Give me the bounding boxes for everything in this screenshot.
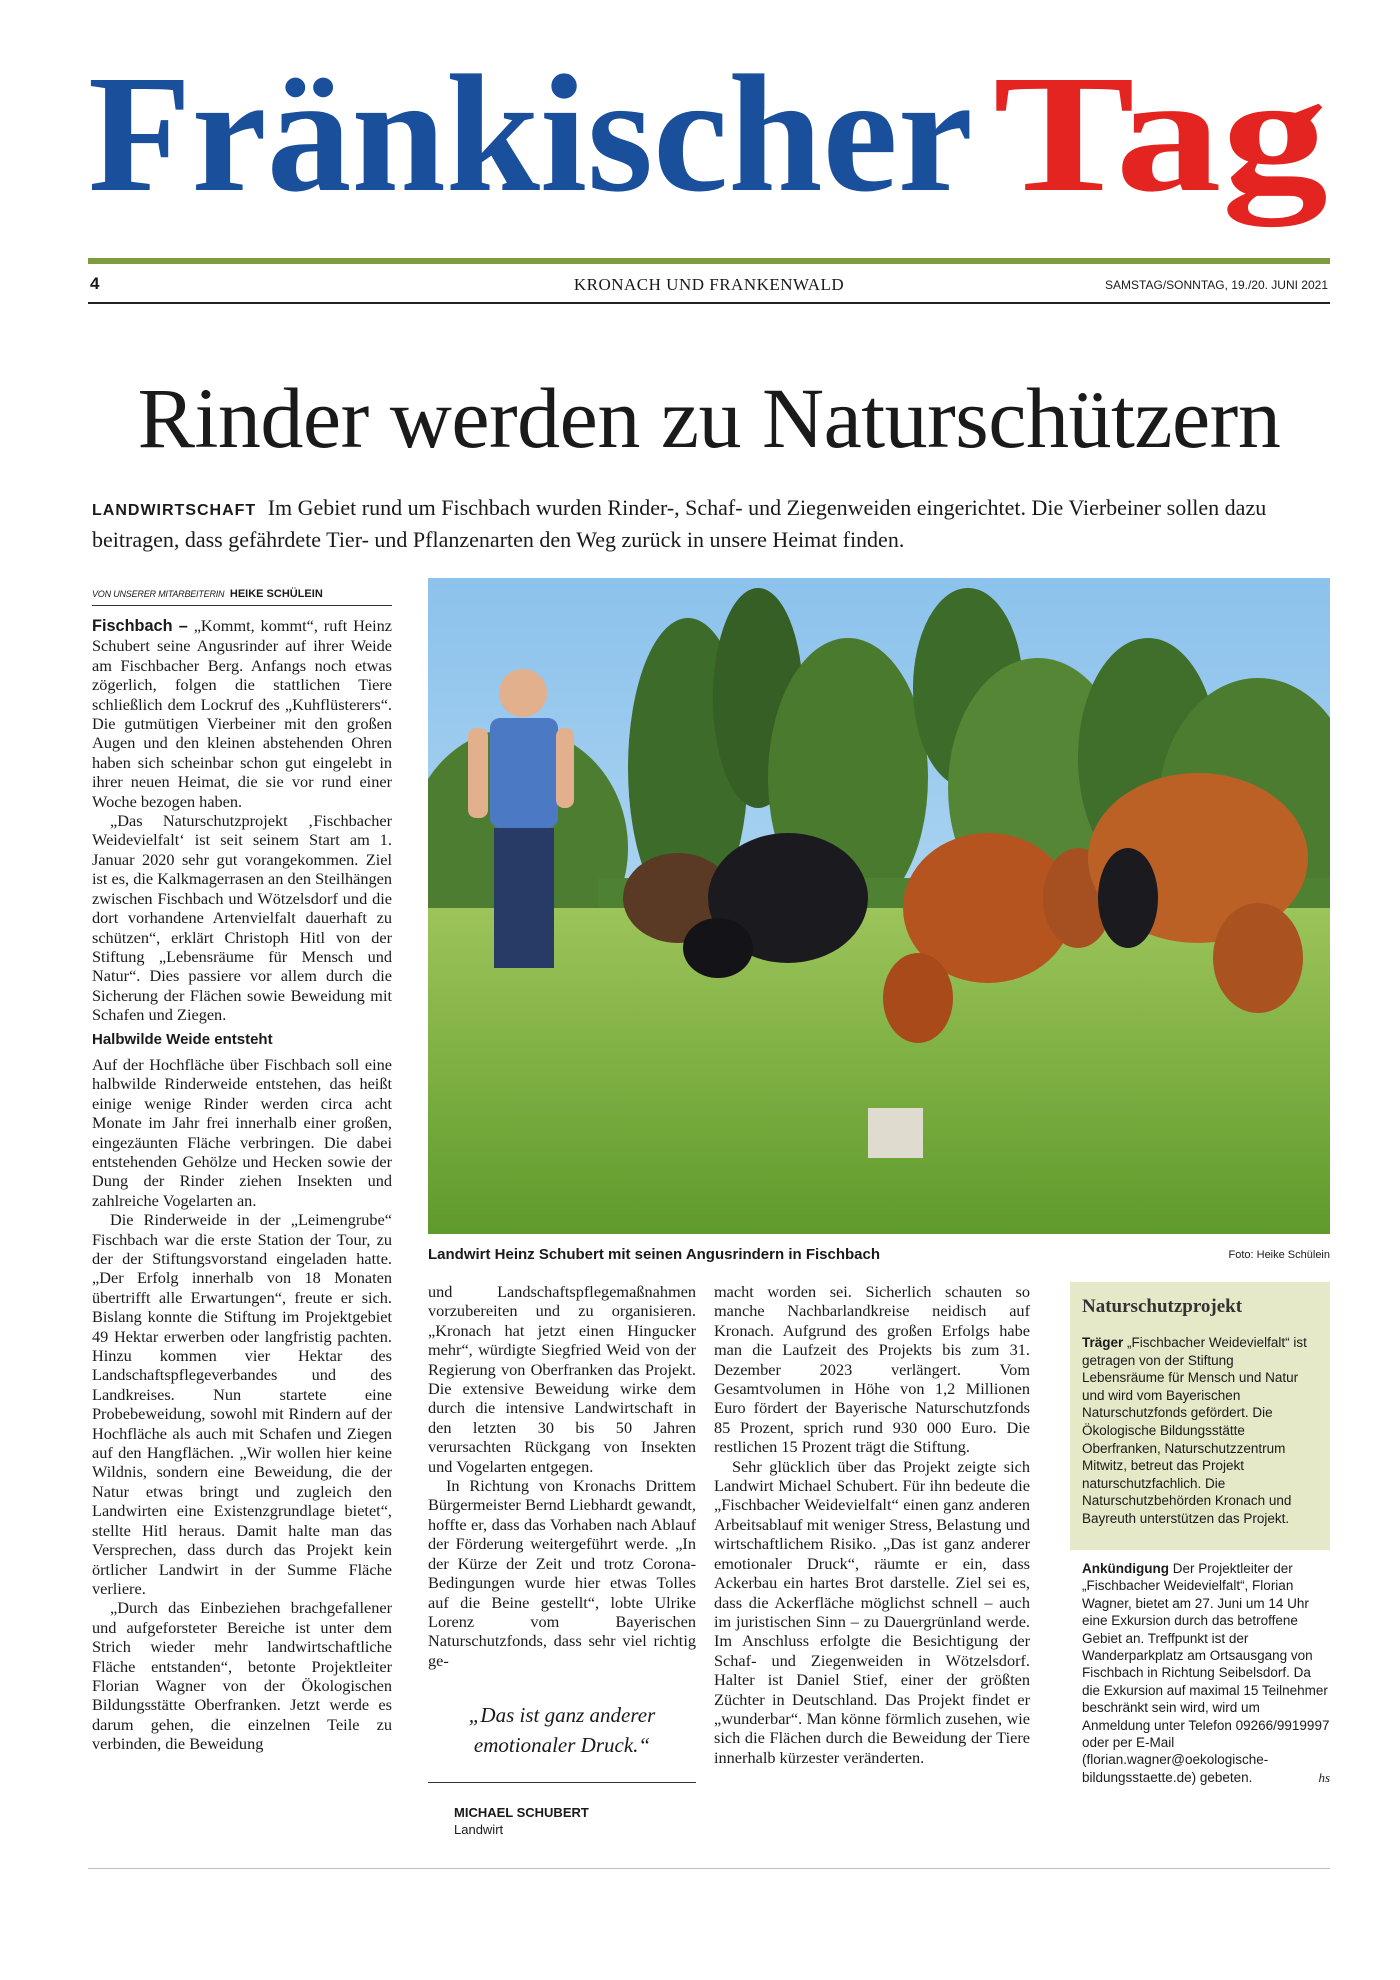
masthead-name-blue: Fränkischer <box>88 41 974 227</box>
byline-prefix: VON UNSERER MITARBEITERIN <box>92 589 225 599</box>
info-box-title: Naturschutzprojekt <box>1082 1296 1243 1317</box>
info-box-text: „Fischbacher Weidevielfalt“ ist getragen von der Stiftung Lebensräume für Mensch und Natur und wird vom Bayerischen Naturschutzfonds gefördert. Die Ökologische Bildungsstätte Oberfranken, Naturschutzzentrum Mitwitz, betreut das Projekt naturschutzfachlich. Die Naturschutzbehörden Kronach und Bayreuth unterstützen das Projekt. <box>1082 1335 1307 1526</box>
paragraph: In Richtung von Kronachs Drittem Bürgermeister Bernd Liebhardt gewandt, hoffte er, dass das Vorhaben nach Ablauf der Förderung weitergeführt werde. „In der Kürze der Zeit und trotz Corona-Bedingungen wurde hier etwas Tolles auf die Beine gestellt“, lobte Ulrike Lorenz vom Bayerischen Naturschutzfonds, dass sehr viel richtig ge- <box>428 1476 696 1670</box>
paragraph: „Das Naturschutzprojekt ‚Fischbacher Weidevielfalt‘ ist seit seinem Start am 1. Januar 2020 sehr gut vorangekommen. Ziel ist es, die Kalkmagerrasen an den Steilhängen zwischen Fischbach und Wötzelsdorf und die dort vorhandene Artenvielfalt dauerhaft zu schützen“, erklärt Christoph Hitl von der Stiftung „Lebensräume für Mensch und Natur“. Dies passiere vor allem durch die Sicherung der Flächen sowie Beweidung mit Schafen und Ziegen. <box>92 811 392 1025</box>
quote-role: Landwirt <box>454 1822 504 1837</box>
byline <box>92 588 392 606</box>
info-box-body <box>1082 1334 1318 1528</box>
quote-text: „Das ist ganz anderer emotionaler Druck.“ <box>468 1703 656 1757</box>
announcement-label: Ankündigung <box>1082 1561 1169 1576</box>
info-box-label: Träger <box>1082 1335 1124 1350</box>
byline-author: HEIKE SCHÜLEIN <box>229 588 323 600</box>
masthead-rule <box>88 258 1330 264</box>
photo-caption: Landwirt Heinz Schubert mit seinen Angusrindern in Fischbach <box>428 1246 880 1263</box>
folio-bar <box>88 270 1330 304</box>
lead-text: Im Gebiet rund um Fischbach wurden Rinder-, Schaf- und Ziegenweiden eingerichtet. Die Vierbeiner sollen dazu beitragen, dass gefährdete Tier- und Pflanzenarten den Weg zurück in unsere Heimat finden. <box>92 495 1267 552</box>
kicker: LANDWIRTSCHAFT <box>92 502 257 519</box>
masthead-name-red: Tag <box>993 41 1328 227</box>
article-headline: Rinder werden zu Naturschützern <box>137 370 1281 466</box>
paragraph: und Landschaftspflegemaßnahmen vorzubereiten und zu organisieren. „Kronach hat jetzt einen Hingucker mehr“, würdigte Siegfried Weid von der Regierung von Oberfranken das Projekt. Die extensive Beweidung wirke dem durch die intensive Landwirtschaft in den letzten 30 bis 50 Jahren verursachten Rückgang von Insekten und Vogelarten entgegen. <box>428 1282 696 1476</box>
article-column-3 <box>714 1282 1030 1767</box>
photo-credit: Foto: Heike Schülein <box>1228 1249 1330 1261</box>
paragraph: macht worden sei. Sicherlich schauten so manche Nachbarlandkreise neidisch auf Kronach. Aufgrund des großen Erfolgs habe man die Laufzeit des Projekts bis zum 31. Dezember 2023 verlängert. Vom Gesamtvolumen in Höhe von 1,2 Millionen Euro fördert der Bayerische Naturschutzfonds 85 Prozent, sprich rund 930 000 Euro. Die restlichen 15 Prozent trägt die Stiftung. <box>714 1282 1030 1457</box>
bottom-rule <box>88 1868 1330 1869</box>
article-photo <box>428 578 1330 1234</box>
announcement <box>1082 1560 1330 1786</box>
paragraph <box>92 616 392 811</box>
photo-salt-block <box>868 1108 923 1158</box>
article-column-1 <box>92 616 392 1754</box>
paragraph-text: „Kommt, kommt“, ruft Heinz Schubert seine Angusrinder auf ihrer Weide am Fischbacher Berg. Anfangs noch etwas zögerlich, folgen die stattlichen Tiere schließlich dem Lockruf des „Kuhflüsterers“. Die gutmütigen Vierbeiner mit den großen Augen und den kleinen abstehenden Ohren haben sich scheinbar schon gut eingelebt in ihrer neuen Heimat, die sie vor rund einer Woche bezogen haben. <box>92 616 392 811</box>
subheadline: Halbwilde Weide entsteht <box>92 1030 273 1048</box>
quote-rule <box>428 1782 696 1783</box>
announcement-text: Der Projektleiter der „Fischbacher Weidevielfalt“, Florian Wagner, bietet am 27. Juni um 14 Uhr eine Exkursion durch das betroffene Gebiet an. Treffpunkt ist der Wanderparkplatz am Ortsausgang von Fischbach in Richtung Seibelsdorf. Da die Exkursion auf maximal 15 Teilnehmer beschränkt sein wird, wird um Anmeldung unter Telefon 09266/9919997 oder per E-Mail (florian.wagner@oekologische-bildungsstaette.de) gebeten. <box>1082 1561 1330 1785</box>
info-box <box>1070 1282 1330 1550</box>
photo-caption-bar <box>428 1246 1330 1268</box>
masthead-logo <box>88 38 1328 228</box>
pull-quote <box>428 1700 696 1837</box>
author-initials: hs <box>1318 1769 1330 1785</box>
quote-author: MICHAEL SCHUBERT <box>454 1805 589 1820</box>
paragraph: Sehr glücklich über das Projekt zeigte sich Landwirt Michael Schubert. Für ihn bedeute die „Fischbacher Weidevielfalt“ einen ganz anderen Arbeitsablauf mit weniger Stress, Belastung und wirtschaftlichem Risiko. „Das ist ganz anderer emotionaler Druck“, räumte er ein, dass Ackerbau ein hartes Brot darstelle. Ziel sei es, dass die Ackerfläche möglichst schnell – auch im juristischen Sinn – zu Dauergrünland werde. Im Anschluss erfolgte die Besichtigung der Schaf- und Ziegenweiden in Wötzelsdorf. Halter ist Daniel Stief, einer der größten Züchter in Deutschland. Das Projekt findet er „wunderbar“. Man könne förmlich zusehen, wie sich die Flächen durch die Beweidung der Tiere innerhalb kürzester veränderten. <box>714 1456 1030 1767</box>
article-column-2 <box>428 1282 696 1670</box>
issue-date: SAMSTAG/SONNTAG, 19./20. JUNI 2021 <box>1105 278 1328 292</box>
photo-meadow <box>428 908 1330 1234</box>
section-name: KRONACH UND FRANKENWALD <box>573 275 845 294</box>
dateline: Fischbach – <box>92 617 188 635</box>
paragraph: „Durch das Einbeziehen brachgefallener und aufgeforsteter Bereiche ist unter dem Strich wieder mehr landwirtschaftliche Fläche entstanden“, betonte Projektleiter Florian Wagner von der Ökologischen Bildungsstätte Oberfranken. Jetzt werde es darum gehen, die einzelnen Teile zu verbinden, die Beweidung <box>92 1598 392 1754</box>
paragraph: Die Rinderweide in der „Leimengrube“ Fischbach war die erste Station der Tour, zu der der Stiftungsvorstand eingeladen hatte. „Der Erfolg innerhalb von 18 Monaten übertrifft alle Erwartungen“, freute er sich. Bislang konnte die Stiftung im Projektgebiet 49 Hektar erwerben oder langfristig pachten. Hinzu kommen vier Hektar des Landschaftspflegeverbandes und des Landkreises. Nun startete eine Probebeweidung, sowohl mit Rindern auf der Hochfläche als auch mit Schafen und Ziegen auf den Hangflächen. „Wir wollen hier keine Wildnis, sondern eine Beweidung, die der Natur etwas bringt und zugleich den Landwirten eine Existenzgrundlage bietet“, stellte Hitl heraus. Damit halte man das Versprechen, dass durch das Projekt kein örtlicher Landwirt in der Summe Fläche verliere. <box>92 1210 392 1598</box>
page-number: 4 <box>90 274 100 293</box>
article-lead <box>92 493 1330 554</box>
paragraph: Auf der Hochfläche über Fischbach soll eine halbwilde Rinderweide entstehen, das heißt einige wenige Rinder werden circa acht Monate im Jahr frei innerhalb einer großen, eingezäunten Fläche verbringen. Die dabei entstehenden Gehölze und Hecken sowie der Dung der Rinder ziehen Insekten und zahlreiche Vogelarten an. <box>92 1054 392 1210</box>
